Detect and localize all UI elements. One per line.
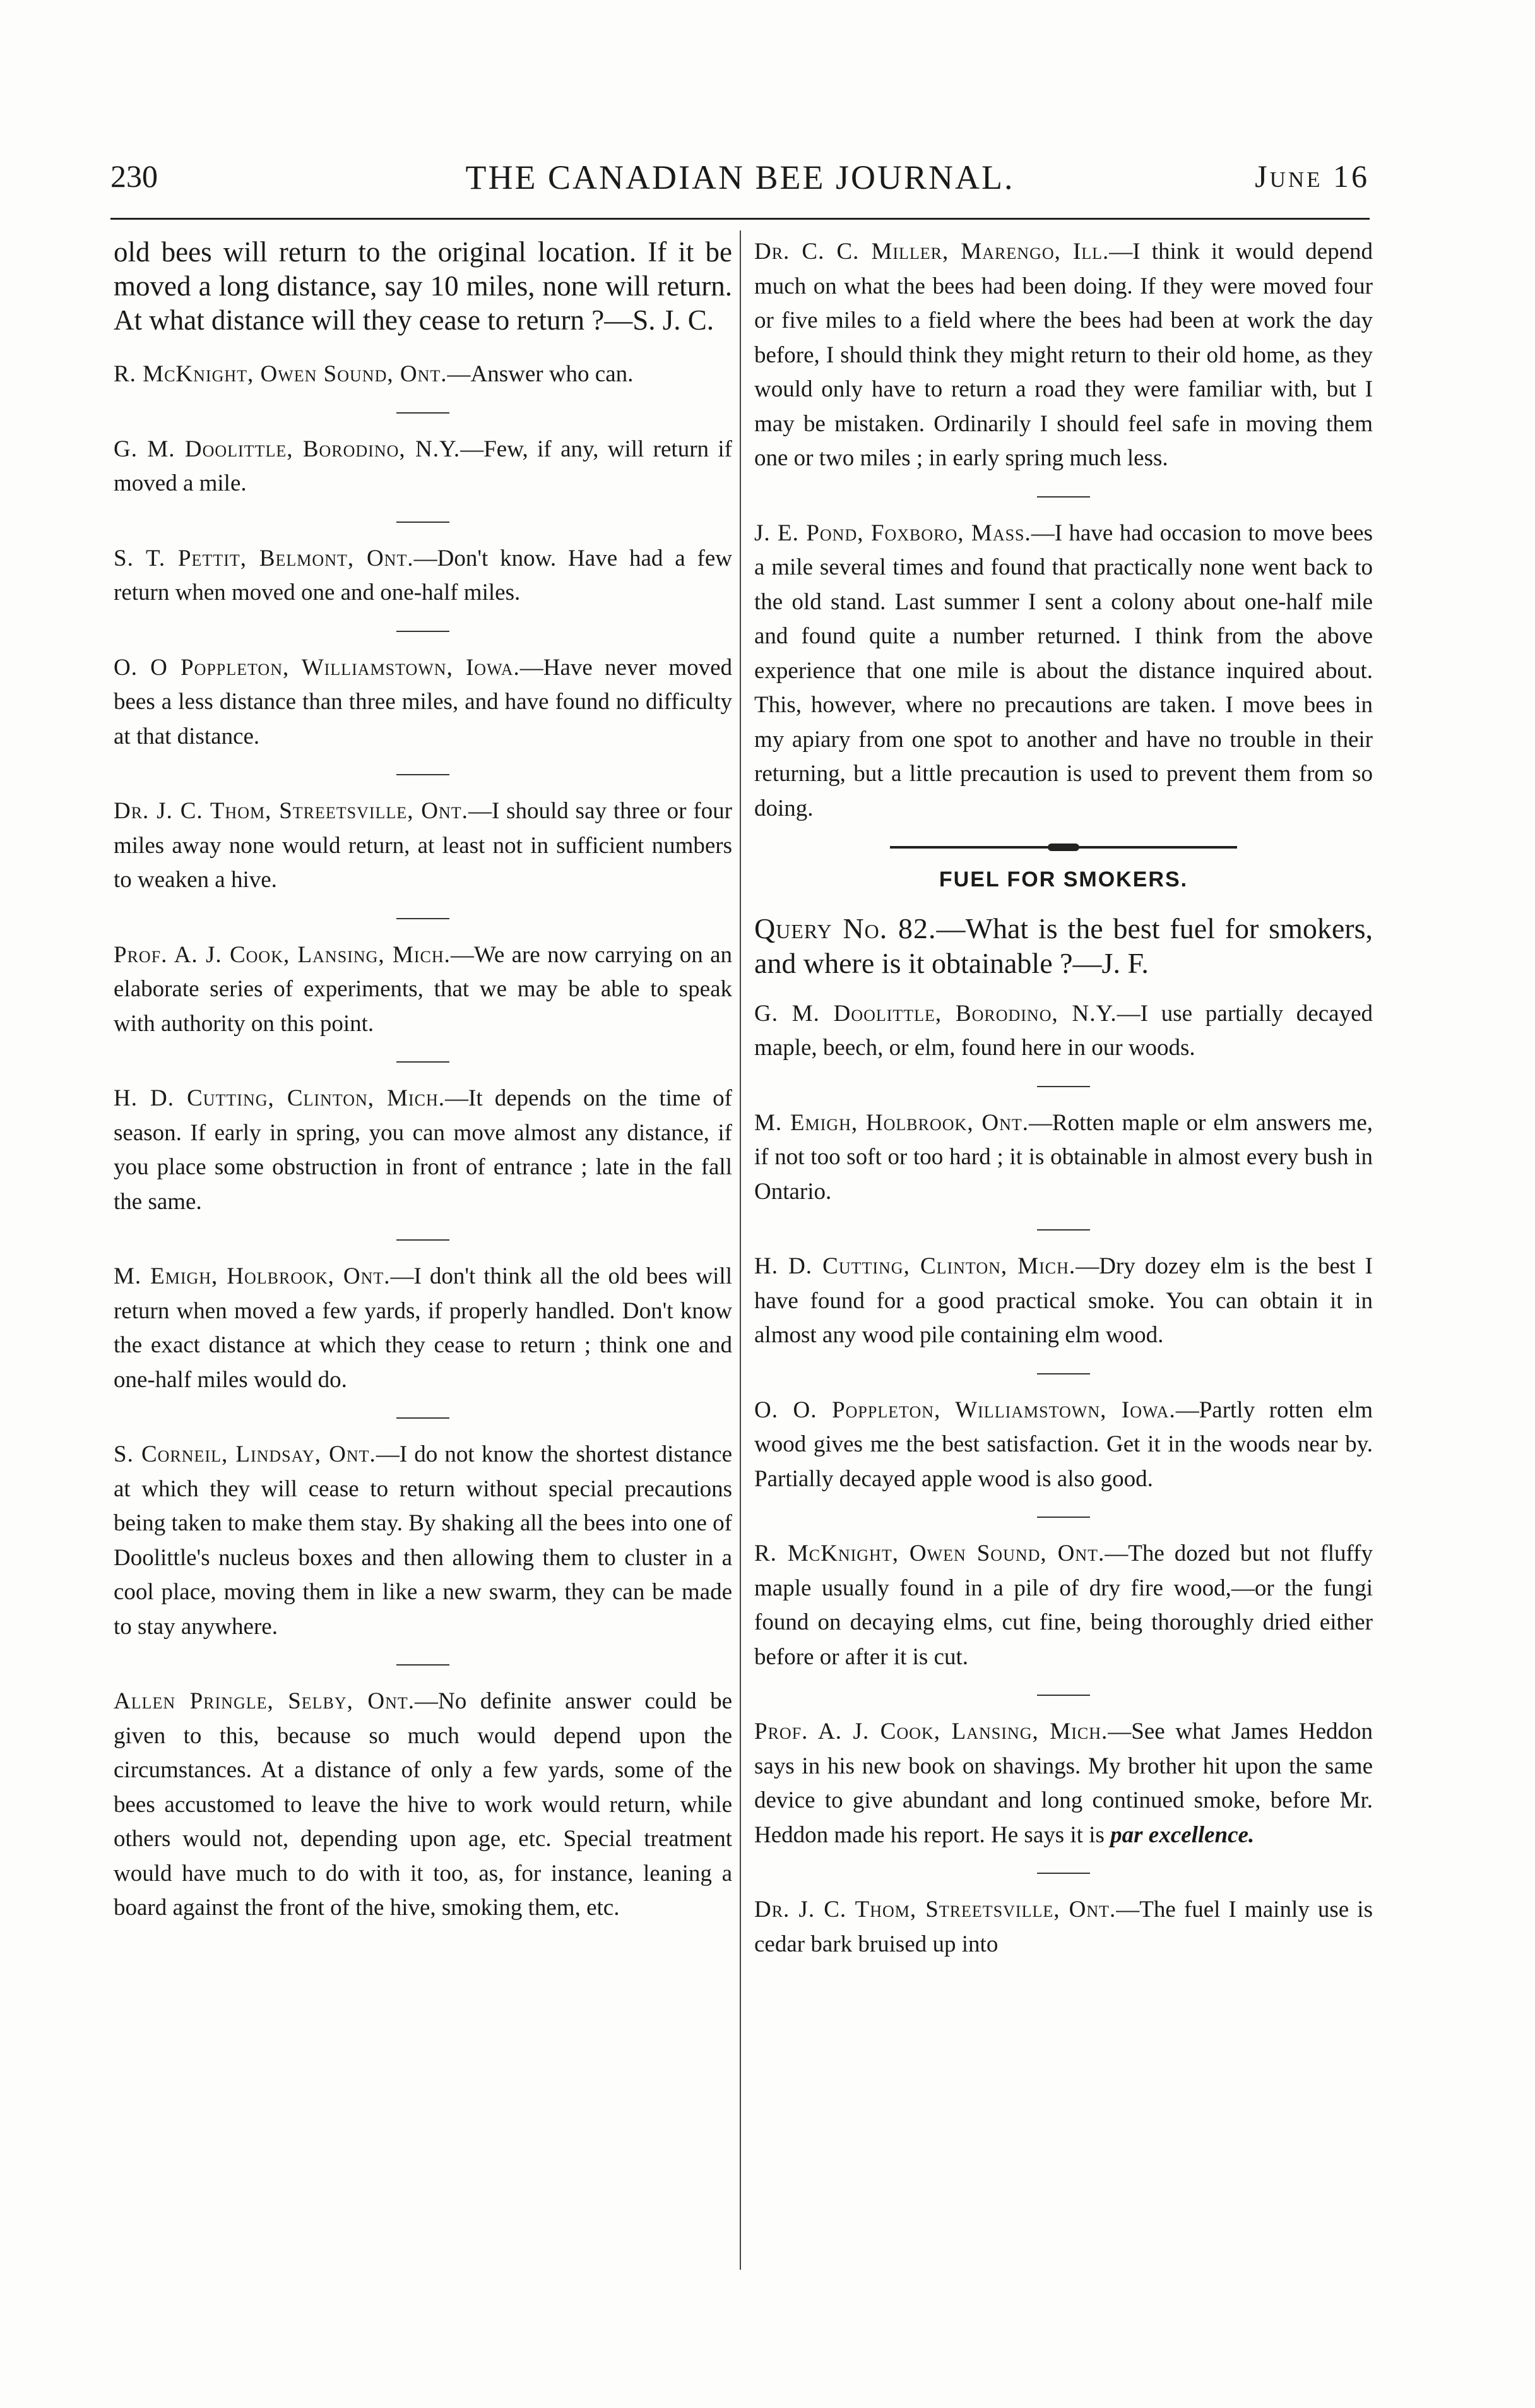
respondent-name: G. M. Doolittle, Borodino, N.Y. — [754, 1000, 1117, 1027]
separator-rule — [1037, 1517, 1090, 1518]
section-title: FUEL FOR SMOKERS. — [939, 867, 1188, 891]
answer-text: —I should say three or four miles away none would return, at least not in sufficient numbers to weaken a hive. — [114, 798, 732, 893]
separator-rule — [1037, 1373, 1090, 1374]
respondent-name: G. M. Doolittle, Borodino, N.Y. — [114, 436, 461, 462]
separator-rule — [396, 522, 449, 523]
respondent-name: R. McKnight, Owen Sound, Ont. — [114, 361, 447, 387]
respondent-name: Allen Pringle, Selby, Ont. — [114, 1688, 415, 1714]
respondent-name: M. Emigh, Holbrook, Ont. — [754, 1109, 1029, 1136]
italic-phrase: par excellence. — [1110, 1821, 1255, 1848]
column-divider — [740, 230, 741, 2270]
answer — [754, 997, 1373, 1066]
respondent-name: M. Emigh, Holbrook, Ont. — [114, 1263, 391, 1289]
query-label: Query No. 82. — [754, 912, 937, 945]
answer-text: —Few, if any, will return if moved a mile. — [114, 436, 732, 496]
section-ornament — [890, 846, 1237, 849]
separator-rule — [396, 1239, 449, 1241]
header-rule — [110, 218, 1370, 220]
respondent-name: H. D. Cutting, Clinton, Mich. — [754, 1253, 1076, 1279]
answer-text: —I think it would depend much on what the bees had been doing. If they were moved four or five miles to a field where the bees had been at work the day before, I should think they might return to their old home, as they would only have to return a road they were familiar with, but I may be mistaken. Ordinarily I should feel safe in moving them one or two miles ; in early spring much less. — [754, 239, 1373, 471]
respondent-name: O. O Poppleton, Williamstown, Iowa. — [114, 654, 520, 681]
respondent-name: Dr. C. C. Miller, Marengo, Ill. — [754, 239, 1110, 265]
answer — [114, 1438, 732, 1644]
respondent-name: S. Corneil, Lindsay, Ont. — [114, 1441, 376, 1467]
answer-text: —The fuel I mainly use is cedar bark bruised up into — [754, 1897, 1373, 1957]
respondent-name: R. McKnight, Owen Sound, Ont. — [754, 1541, 1105, 1566]
separator-rule — [396, 918, 449, 919]
separator-rule — [396, 1417, 449, 1419]
answer-text: —No definite answer could be given to this, because so much would depend upon the circumstances. At a distance of only a few yards, some of the bees accustomed to leave the hive to work would return, while others would not, depending upon age, etc. Special treatment would have much to do with it too, as, for instance, leaning a board against the front of the hive, smoking them, etc. — [114, 1688, 732, 1921]
answer-text: —See what James Heddon says in his new book on shavings. My brother hit upon the same device to give abundant and long continued smoke, before Mr. Heddon made his report. He says it is — [754, 1719, 1373, 1848]
answer-text: —The dozed but not fluffy maple usually found in a pile of dry fire wood,—or the fungi found on decaying elms, cut fine, being thoroughly dried either before or after it is cut. — [754, 1541, 1373, 1670]
separator-rule — [1037, 496, 1090, 498]
answer-text: —Partly rotten elm wood gives me the best satisfaction. Get it in the woods near by. Partially decayed apple wood is also good. — [754, 1397, 1373, 1492]
query — [754, 911, 1373, 980]
answer — [114, 357, 732, 392]
separator-rule — [396, 1664, 449, 1666]
separator-rule — [1037, 1086, 1090, 1087]
answer-text: —Rotten maple or elm answers me, if not too soft or too hard ; it is obtainable in almost every bush in Ontario. — [754, 1109, 1373, 1205]
respondent-name: Prof. A. J. Cook, Lansing, Mich. — [754, 1719, 1108, 1744]
answer-text: —Dry dozey elm is the best I have found for a good practical smoke. You can obtain it in almost any wood pile containing elm wood. — [754, 1253, 1373, 1348]
respondent-name: Prof. A. J. Cook, Lansing, Mich. — [114, 941, 451, 968]
page-number: 230 — [110, 158, 158, 194]
answer — [754, 1893, 1373, 1962]
separator-rule — [396, 1061, 449, 1063]
answer — [754, 1393, 1373, 1497]
separator-rule — [1037, 1873, 1090, 1874]
separator-rule — [396, 412, 449, 414]
separator-rule — [396, 774, 449, 775]
answer — [754, 1537, 1373, 1674]
respondent-name: Dr. J. C. Thom, Streetsville, Ont. — [754, 1897, 1117, 1922]
right-column — [754, 235, 1373, 1982]
query-continuation: old bees will return to the original location. If it be moved a long distance, say 10 miles, none will return. At what distance will they cease to return ?—S. J. C. — [114, 236, 732, 336]
running-header — [110, 158, 1370, 215]
separator-rule — [1037, 1229, 1090, 1231]
issue-date: June 16 — [1255, 158, 1370, 194]
answer-text: —I don't think all the old bees will return when moved a few yards, if properly handled. Don't know the exact distance at which they cease to return ; think one and one-half miles would do. — [114, 1263, 732, 1393]
answer — [114, 432, 732, 501]
answer — [114, 542, 732, 611]
answer-text: —It depends on the time of season. If early in spring, you can move almost any distance, if you place some obstruction in front of entrance ; late in the fall the same. — [114, 1085, 732, 1215]
answer — [754, 1106, 1373, 1210]
answer-text: —I do not know the shortest distance at which they will cease to return without special precautions being taken to make them stay. By shaking all the bees into one of Doolittle's nucleus boxes and then allowing them to cluster in a cool place, moving them in like a new swarm, they can be made to stay anywhere. — [114, 1441, 732, 1640]
left-column — [114, 235, 732, 1946]
answer-text: —Have never moved bees a less distance than three miles, and have found no difficulty at that distance. — [114, 654, 732, 749]
answer — [114, 1260, 732, 1397]
answer — [114, 794, 732, 898]
separator-rule — [1037, 1695, 1090, 1696]
answer — [114, 1684, 732, 1926]
answer — [114, 938, 732, 1042]
answer-text: —We are now carrying on an elaborate series of experiments, that we may be able to speak with authority on this point. — [114, 941, 732, 1037]
respondent-name: J. E. Pond, Foxboro, Mass. — [754, 520, 1031, 546]
separator-rule — [396, 631, 449, 632]
answer — [754, 516, 1373, 826]
answer-text: —Don't know. Have had a few return when moved one and one-half miles. — [114, 545, 732, 605]
answer-text: —I use partially decayed maple, beech, or elm, found here in our woods. — [754, 1000, 1373, 1061]
answer — [754, 1249, 1373, 1353]
answer — [754, 1715, 1373, 1852]
answer-text: —I have had occasion to move bees a mile several times and found that practically none went back to the old stand. Last summer I sent a colony about one-half mile and found quite a number returned. I think from the above experience that one mile is about the distance inquired about. This, however, where no precautions are taken. I move bees in my apiary from one spot to another and have no trouble in their returning, but a little precaution is used to prevent them from so doing. — [754, 520, 1373, 821]
journal-title: THE CANADIAN BEE JOURNAL. — [465, 158, 1015, 196]
respondent-name: Dr. J. C. Thom, Streetsville, Ont. — [114, 798, 468, 824]
answer — [114, 1082, 732, 1219]
query-text: —What is the best fuel for smokers, and where is it obtainable ?—J. F. — [754, 912, 1373, 979]
respondent-name: O. O. Poppleton, Williamstown, Iowa. — [754, 1397, 1176, 1423]
respondent-name: S. T. Pettit, Belmont, Ont. — [114, 545, 414, 571]
answer — [754, 235, 1373, 476]
answer — [114, 651, 732, 754]
answer-text: —Answer who can. — [447, 361, 634, 387]
respondent-name: H. D. Cutting, Clinton, Mich. — [114, 1085, 446, 1111]
